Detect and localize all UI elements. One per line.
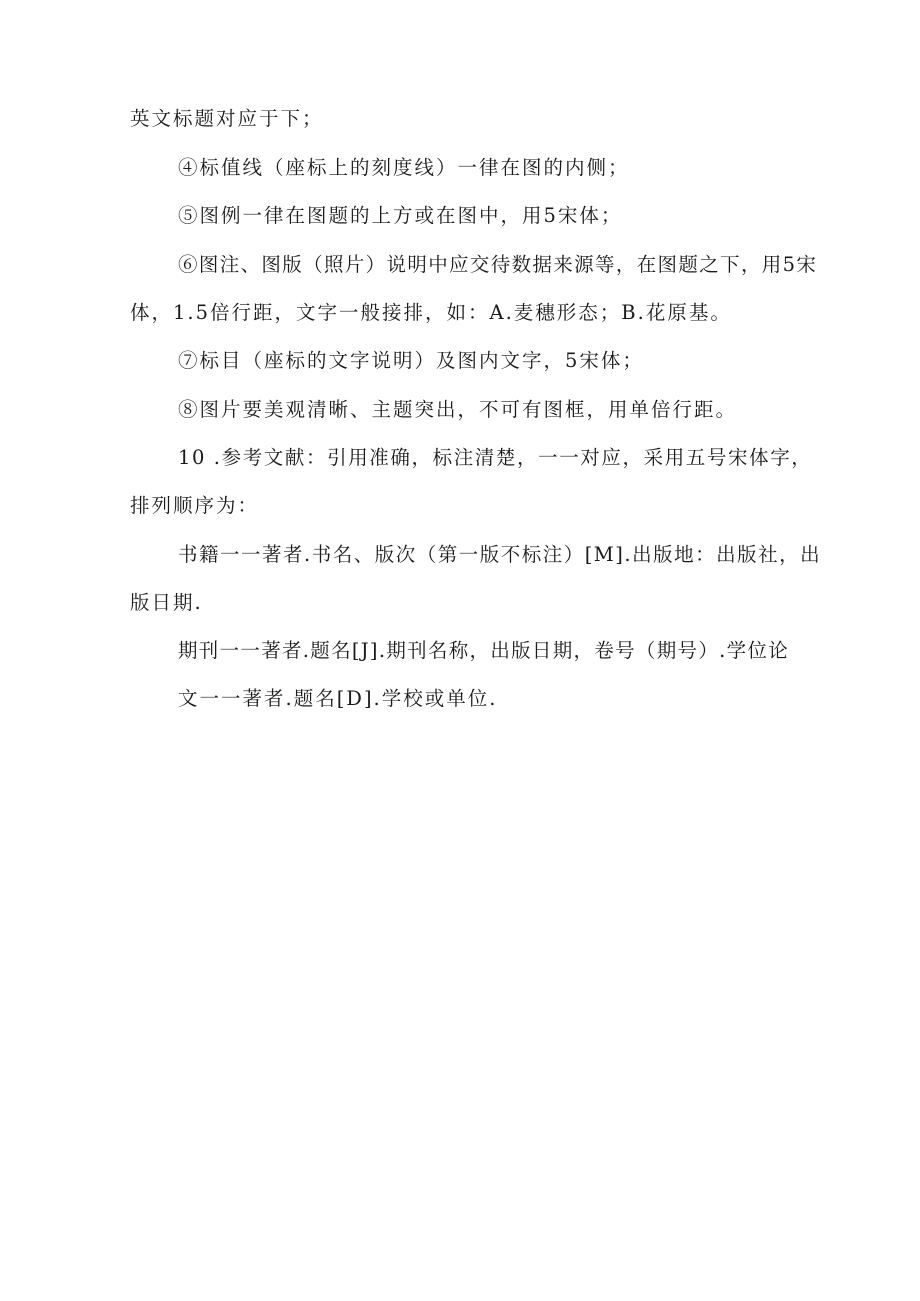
text-line-figure-clarity: ⑧图片要美观清晰、主题突出，不可有图框，用单倍行距。 xyxy=(178,398,738,421)
text-line-english-title: 英文标题对应于下； xyxy=(130,107,324,130)
text-line-journal-format: 期刊一一著者.题名[J].期刊名称，出版日期，卷号（期号）.学位论 xyxy=(178,639,790,662)
text-line-thesis-format: 文一一著者.题名[D].学校或单位. xyxy=(178,687,498,710)
text-line-tick-marks: ④标值线（座标上的刻度线）一律在图的内侧； xyxy=(178,156,630,179)
text-line-figure-notes-cont: 体，1.5倍行距，文字一般接排，如：A.麦穗形态；B.花原基。 xyxy=(130,301,732,324)
text-line-figure-notes: ⑥图注、图版（照片）说明中应交待数据来源等，在图题之下，用5宋 xyxy=(178,253,818,276)
text-line-legend: ⑤图例一律在图题的上方或在图中，用5宋体； xyxy=(178,204,623,227)
text-line-references-cont: 排列顺序为： xyxy=(130,494,260,517)
text-line-references: 10 .参考文献：引用准确，标注清楚，一一对应，采用五号宋体字， xyxy=(178,446,813,469)
text-line-axis-labels: ⑦标目（座标的文字说明）及图内文字，5宋体； xyxy=(178,349,644,372)
text-line-book-format-cont: 版日期. xyxy=(130,591,203,614)
text-line-book-format: 书籍一一著者.书名、版次（第一版不标注）[M].出版地：出版社，出 xyxy=(178,543,822,566)
